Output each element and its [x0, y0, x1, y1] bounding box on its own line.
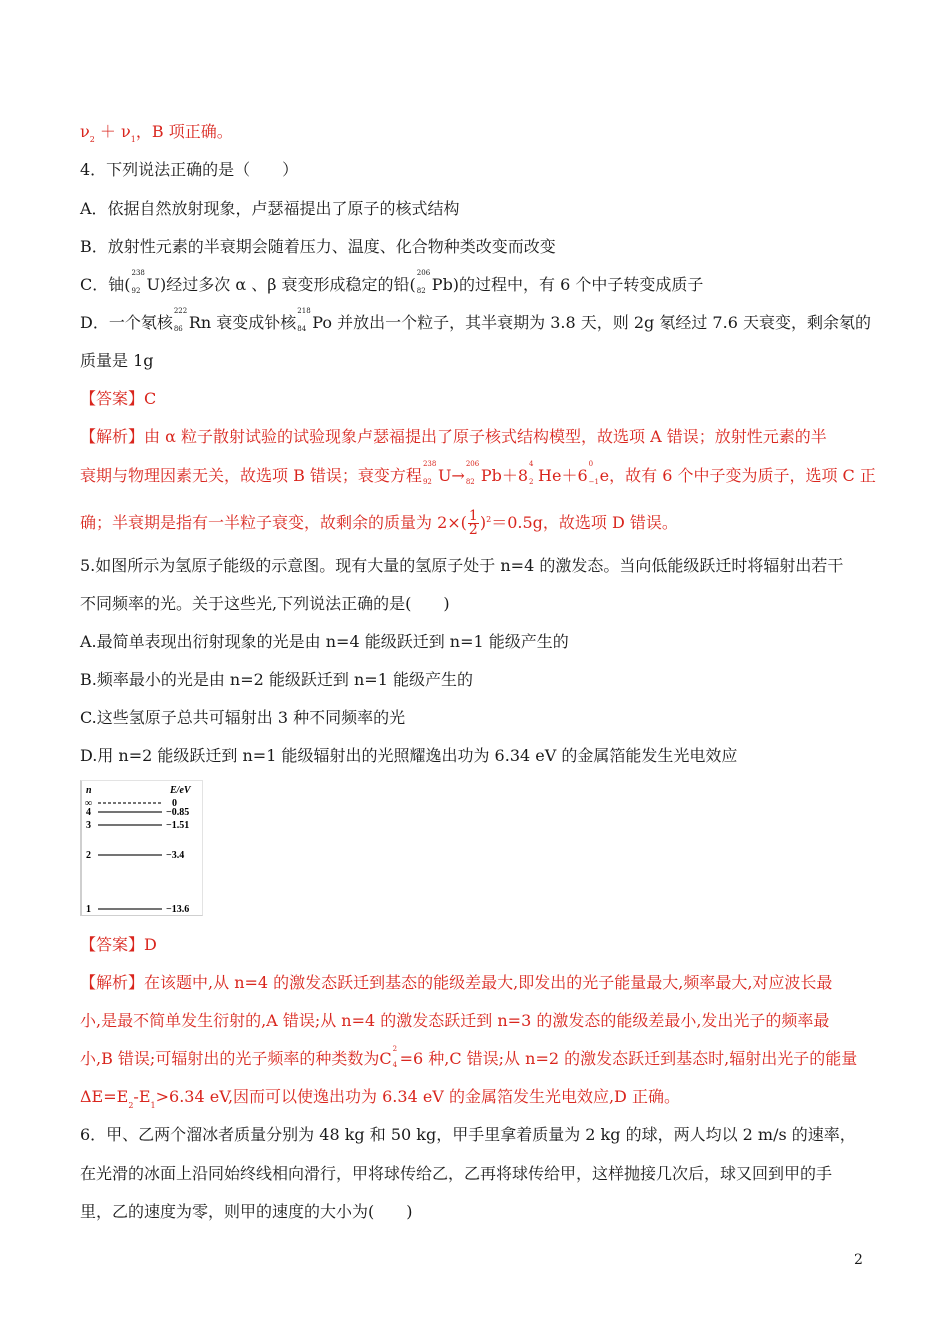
half-fraction: $\frac{1}{2}$	[468, 508, 478, 538]
q5-analysis-4: $\Delta E=E_2-E_1>6.34$ eV,因而可以使逸出功为 6.34 eV 的金属箔发生光电效应,D 正确。	[80, 1087, 680, 1110]
polonium-nuclide: 218 84	[297, 306, 311, 333]
q4-option-b: B．放射性元素的半衰期会随着压力、温度、化合物种类改变而改变	[80, 237, 556, 256]
level-2-n: 2	[86, 850, 91, 861]
radon-nuclide: 222 86	[173, 306, 188, 333]
q6-line-2: 在光滑的冰面上沿同始终线相向滑行，甲将球传给乙，乙再将球传给甲，这样抛接几次后，球又回到甲的手	[80, 1164, 833, 1183]
level-3-n: 3	[86, 820, 91, 831]
level-1-e: −13.6	[166, 904, 190, 915]
level-inf-e: 0	[172, 798, 177, 809]
q4-option-a: A．依据自然放射现象，卢瑟福提出了原子的核式结构	[80, 199, 460, 218]
q4-analysis-2: 衰期与物理因素无关，故选项 B 错误；衰变方程 238 92 U→ 206 82 Pb＋8 4 2 He＋6 0 −1 e，故有 6 个中子变为质子，选项 C 正	[80, 459, 876, 486]
level-inf-n: ∞	[85, 798, 93, 809]
level-3-e: −1.51	[166, 820, 190, 831]
q6-line-1: 6．甲、乙两个溜冰者质量分别为 48 kg 和 50 kg，甲手里拿着质量为 2 kg 的球，两人均以 2 m/s 的速率，	[80, 1125, 856, 1144]
q5-answer: 【答案】D	[80, 935, 157, 954]
q5-stem-2: 不同频率的光。关于这些光,下列说法正确的是( )	[80, 594, 450, 613]
q4-option-d-cont: 质量是 1g	[80, 351, 154, 370]
energy-level-diagram	[80, 780, 203, 916]
q5-option-c: C.这些氢原子总共可辐射出 3 种不同频率的光	[80, 708, 406, 727]
lead-nuclide: 206 82	[416, 268, 431, 295]
q5-option-a: A.最简单表现出衍射现象的光是由 n=4 能级跃迁到 n=1 能级产生的	[80, 632, 569, 651]
prev-answer-fragment: $\nu_2 + \nu_1$，B 项正确。	[80, 122, 233, 144]
level-4-e: −0.85	[166, 807, 190, 818]
q6-line-3: 里，乙的速度为零，则甲的速度的大小为( )	[80, 1202, 413, 1221]
q5-analysis-1: 【解析】在该题中,从 n=4 的激发态跃迁到基态的能级差最大,即发出的光子能量最大,频率最大,对应波长最	[80, 973, 833, 992]
q4-option-d: D．一个氡核 222 86 Rn 衰变成钋核 218 84 Po 并放出一个粒子，其半衰期为 3.8 天，则 2g 氡经过 7.6 天衰变，剩余氡的	[80, 306, 871, 333]
level-2-e: −3.4	[166, 850, 185, 861]
q5-analysis-2: 小,是最不简单发生衍射的,A 错误;从 n=4 的激发态跃迁到 n=3 的激发态的能级差最小,发出光子的频率最	[80, 1011, 830, 1030]
q5-option-b: B.频率最小的光是由 n=2 能级跃迁到 n=1 能级产生的	[80, 670, 473, 689]
q4-option-c: C．铀( 238 92 U)经过多次 α 、β 衰变形成稳定的铅( 206 82 Pb)的过程中，有 6 个中子转变成质子	[80, 268, 704, 295]
combination-symbol: 2 4	[392, 1044, 398, 1069]
n-axis-label: n	[86, 785, 92, 796]
page-number: 2	[854, 1252, 863, 1268]
energy-axis-label: E/eV	[170, 785, 191, 796]
q5-stem-1: 5.如图所示为氢原子能级的示意图。现有大量的氢原子处于 n=4 的激发态。当向低能级跃迁时将辐射出若干	[80, 556, 844, 575]
q4-analysis-1: 【解析】由 α 粒子散射试验的试验现象卢瑟福提出了原子核式结构模型，故选项 A 错误；放射性元素的半	[80, 427, 827, 446]
q5-analysis-3: 小,B 错误;可辐射出的光子频率的种类数为C 2 4 =6 种,C 错误;从 n=2 的激发态跃迁到基态时,辐射出光子的能量	[80, 1044, 858, 1069]
level-1-n: 1	[86, 904, 91, 915]
q4-stem: 4．下列说法正确的是（ ）	[80, 160, 299, 179]
q5-option-d: D.用 n=2 能级跃迁到 n=1 能级辐射出的光照耀逸出功为 6.34 eV 的金属箔能发生光电效应	[80, 746, 738, 765]
uranium-nuclide: 238 92	[131, 268, 145, 295]
q4-answer: 【答案】C	[80, 389, 157, 408]
q4-analysis-3: 确；半衰期是指有一半粒子衰变，故剩余的质量为 2×( $\frac{1}{2}$ )$^2$＝0.5g，故选项 D 错误。	[80, 508, 678, 538]
level-4-n: 4	[86, 807, 91, 818]
